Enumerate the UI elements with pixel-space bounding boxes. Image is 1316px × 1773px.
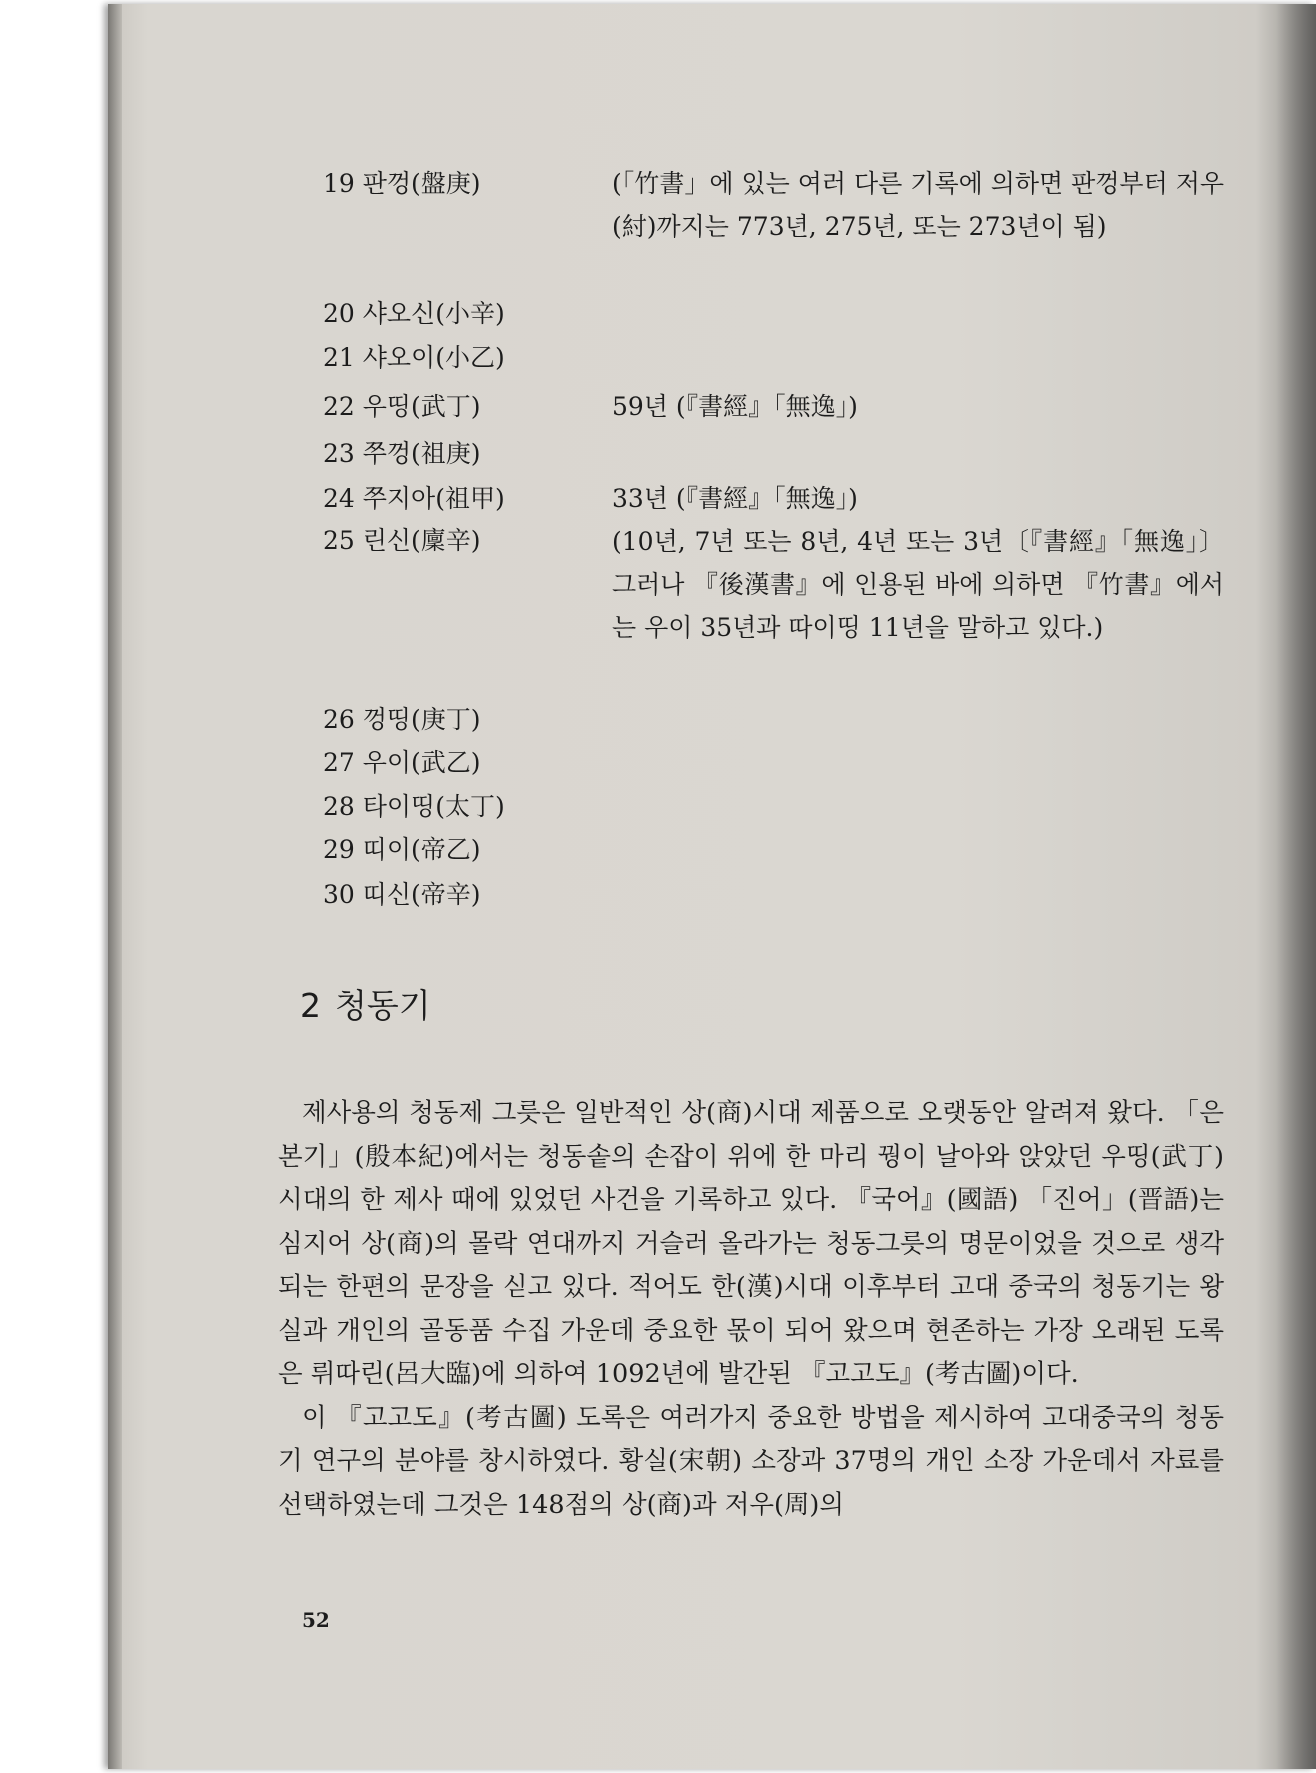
note-reign-19: (「竹書」에 있는 여러 다른 기록에 의하면 판껑부터 저우(紂)까지는 773년, 275년, 또는 273년이 됨) xyxy=(612,169,1224,241)
reign-30: 30 띠신(帝辛) xyxy=(323,880,481,909)
reign-19: 19 판껑(盤庚) xyxy=(323,169,481,198)
section-title: 청동기 xyxy=(335,986,431,1025)
paragraph-1: 제사용의 청동제 그릇은 일반적인 상(商)시대 제품으로 오랫동안 알려져 왔다. 「은본기」(殷本紀)에서는 청동솥의 손잡이 위에 한 마리 꿩이 날아와 앉았던 우띵(武丁)시대의 한 제사 때에 있었던 사건을 기록하고 있다. 『국어』(國語) 「진어」(晋語)는 심지어 상(商)의 몰락 연대까지 거슬러 올라가는 청동그릇의 명문이었을 것으로 생각되는 한편의 문장을 싣고 있다. 적어도 한(漢)시대 이후부터 고대 중국의 청동기는 왕실과 개인의 골동품 수집 가운데 중요한 몫이 되어 왔으며 현존하는 가장 오래된 도록은 뤼따린(呂大臨)에 의하여 1092년에 발간된 『고고도』(考古圖)이다. xyxy=(278,1098,1224,1389)
reign-23: 23 쭈껑(祖庚) xyxy=(323,439,481,468)
reign-28: 28 타이띵(太丁) xyxy=(323,792,505,821)
reign-29: 29 띠이(帝乙) xyxy=(323,835,481,864)
note-reign-22: 59년 (『書經』「無逸」) xyxy=(612,392,858,421)
note-reign-25: (10년, 7년 또는 8년, 4년 또는 3년〔『書經』「無逸」〕그러나 『後漢書』에 인용된 바에 의하면 『竹書』에서는 우이 35년과 따이띵 11년을 말하고 있다.) xyxy=(612,527,1224,642)
section-heading xyxy=(300,980,431,1027)
reign-26: 26 껑띵(庚丁) xyxy=(323,705,481,734)
note-reign-24: 33년 (『書經』「無逸」) xyxy=(612,484,858,513)
reign-21: 21 샤오이(小乙) xyxy=(323,343,505,372)
reign-24: 24 쭈지아(祖甲) xyxy=(323,484,505,513)
body-text xyxy=(278,1092,1224,1527)
reign-27: 27 우이(武乙) xyxy=(323,748,481,777)
paragraph-2: 이 『고고도』(考古圖) 도록은 여러가지 중요한 방법을 제시하여 고대중국의 청동기 연구의 분야를 창시하였다. 황실(宋朝) 소장과 37명의 개인 소장 가운데서 자료를 선택하였는데 그것은 148점의 상(商)과 저우(周)의 xyxy=(278,1402,1224,1520)
section-number: 2 xyxy=(300,986,321,1025)
page-edge xyxy=(108,4,122,1769)
reign-20: 20 샤오신(小辛) xyxy=(323,299,505,328)
reign-22: 22 우띵(武丁) xyxy=(323,392,481,421)
page-number: 52 xyxy=(302,1608,330,1632)
binding-shadow xyxy=(1276,4,1316,1769)
reign-25: 25 린신(廩辛) xyxy=(323,526,481,555)
